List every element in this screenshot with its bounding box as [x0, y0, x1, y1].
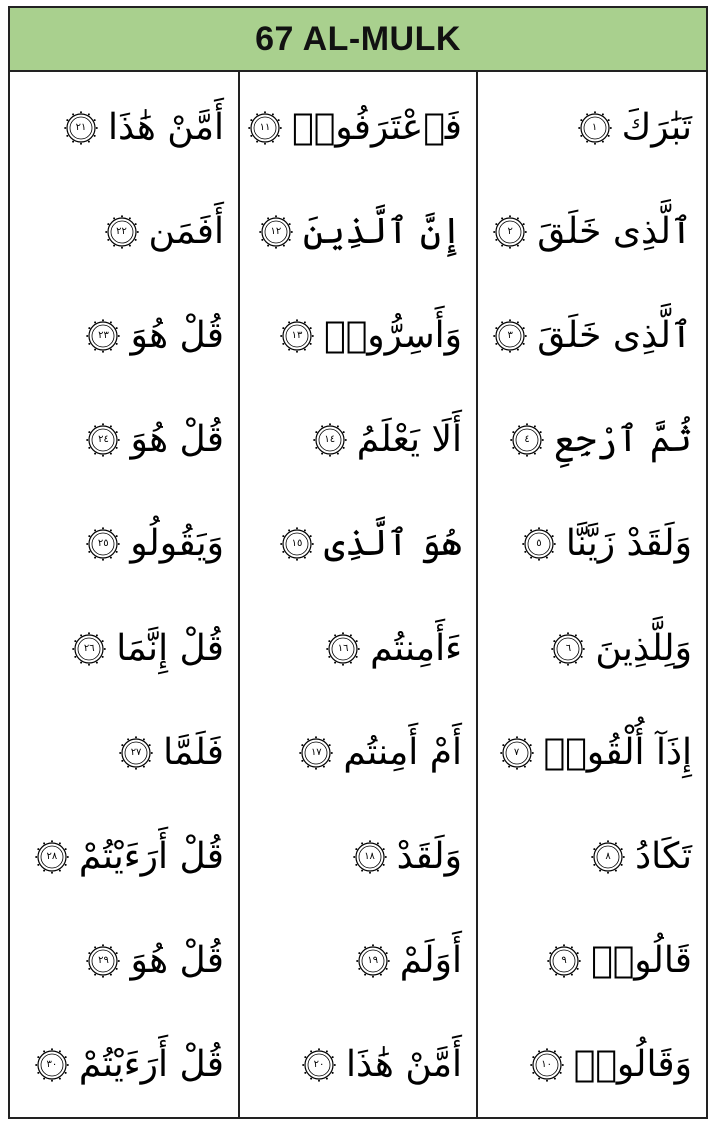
- title-bar: [10, 8, 706, 72]
- verse-opening-words: ثُمَّ ٱرْجِعِ: [554, 419, 693, 461]
- verse-number: ٨: [605, 850, 611, 862]
- verse-number: ٣٠: [46, 1058, 58, 1070]
- surah-table: [8, 6, 708, 1119]
- verse-number: ٢٠: [313, 1058, 325, 1070]
- verse-row: [478, 492, 706, 596]
- verse-number-marker: [493, 319, 527, 353]
- verse-row: [478, 701, 706, 805]
- verse-number: ٢: [507, 226, 513, 238]
- verse-number-marker: [86, 527, 120, 561]
- verse-number: ١٨: [364, 850, 375, 862]
- verse-number-marker: [493, 215, 527, 249]
- verse-row: [10, 492, 238, 596]
- verse-number-marker: [86, 423, 120, 457]
- page-title: 67 AL-MULK: [255, 19, 461, 58]
- verse-number-marker: [248, 111, 282, 145]
- verse-row: [240, 76, 476, 180]
- verse-number-marker: [326, 632, 360, 666]
- verse-row: [10, 388, 238, 492]
- verse-number-marker: [105, 215, 139, 249]
- verse-row: [240, 284, 476, 388]
- verse-number: ٧: [513, 746, 520, 758]
- verse-number-marker: [313, 423, 347, 457]
- verse-row: [240, 805, 476, 909]
- verse-number-marker: [64, 111, 98, 145]
- verse-opening-words: ٱلَّذِى خَلَقَ: [537, 211, 693, 253]
- verse-number: ٢٧: [130, 746, 142, 758]
- verse-opening-words: قُلْ إِنَّمَا: [116, 627, 224, 669]
- verse-row: [240, 180, 476, 284]
- verse-number-marker: [547, 944, 581, 978]
- verse-row: [10, 909, 238, 1013]
- verse-number: ٢٣: [98, 330, 109, 342]
- verse-number-marker: [280, 527, 314, 561]
- verse-opening-words: وَأَسِرُّوا۟: [324, 315, 463, 357]
- verse-number: ١٣: [291, 330, 303, 342]
- verse-number-marker: [522, 527, 556, 561]
- verse-number-marker: [280, 319, 314, 353]
- verse-number-marker: [578, 111, 612, 145]
- verse-row: [240, 492, 476, 596]
- column-11-20: [238, 72, 476, 1117]
- verse-row: [10, 596, 238, 700]
- verse-number: ٥: [536, 538, 542, 550]
- verse-opening-words: أَوَلَمْ: [399, 939, 463, 981]
- verse-number: ٢٤: [98, 434, 109, 446]
- verse-number-marker: [35, 840, 69, 874]
- verse-number: ٢٨: [46, 850, 58, 862]
- verse-number: ٢٩: [98, 954, 109, 966]
- verse-number-marker: [86, 944, 120, 978]
- verse-opening-words: ٱلَّذِى خَلَقَ: [537, 315, 693, 357]
- verse-number-marker: [510, 423, 544, 457]
- verse-opening-words: فَٱعْتَرَفُوا۟: [291, 107, 463, 149]
- verse-opening-words: وَلَقَدْ: [396, 835, 463, 877]
- verse-opening-words: إِنَّ ٱلَّذِينَ: [302, 211, 463, 253]
- verse-number-marker: [551, 632, 585, 666]
- verse-number-marker: [530, 1048, 564, 1082]
- verse-opening-words: ءَأَمِنتُم: [370, 627, 463, 669]
- verse-opening-words: فَلَمَّا: [163, 731, 224, 773]
- verse-number-marker: [353, 840, 387, 874]
- verse-row: [240, 1013, 476, 1117]
- verse-opening-words: وَلَقَدْ زَيَّنَّا: [565, 523, 693, 565]
- verse-row: [478, 76, 706, 180]
- verse-number-marker: [356, 944, 390, 978]
- verse-opening-words: وَيَقُولُو: [130, 523, 224, 565]
- verse-number-marker: [302, 1048, 336, 1082]
- column-1-10: [476, 72, 706, 1117]
- verse-row: [478, 284, 706, 388]
- verse-row: [478, 388, 706, 492]
- verse-opening-words: إِذَآ أُلْقُوا۟: [543, 731, 693, 773]
- verse-row: [10, 1013, 238, 1117]
- verse-row: [10, 180, 238, 284]
- verse-number: ٣: [507, 330, 513, 342]
- verse-opening-words: قُلْ أَرَءَيْتُمْ: [78, 835, 224, 877]
- verse-number: ١٤: [324, 434, 336, 446]
- verse-number-marker: [299, 736, 333, 770]
- verse-number-marker: [591, 840, 625, 874]
- verse-number-marker: [86, 319, 120, 353]
- column-21-30: [10, 72, 238, 1117]
- columns-container: [10, 72, 706, 1117]
- verse-row: [478, 596, 706, 700]
- verse-row: [478, 909, 706, 1013]
- verse-number: ١٦: [337, 642, 349, 654]
- verse-row: [240, 909, 476, 1013]
- verse-opening-words: وَلِلَّذِينَ: [595, 627, 693, 669]
- verse-number: ١٥: [291, 538, 303, 550]
- verse-row: [10, 805, 238, 909]
- verse-opening-words: هُوَ ٱلَّذِى: [324, 523, 463, 565]
- verse-number: ٦: [565, 642, 572, 654]
- verse-number: ٢١: [75, 122, 87, 134]
- verse-row: [478, 1013, 706, 1117]
- verse-row: [10, 701, 238, 805]
- verse-opening-words: أَمَّنْ هَٰذَا: [107, 107, 224, 149]
- verse-number: ١٢: [270, 226, 282, 238]
- verse-row: [478, 805, 706, 909]
- verse-opening-words: قُلْ هُوَ: [130, 315, 224, 357]
- verse-opening-words: تَكَادُ: [635, 835, 693, 877]
- verse-row: [478, 180, 706, 284]
- verse-number-marker: [119, 736, 153, 770]
- verse-opening-words: قُلْ أَرَءَيْتُمْ: [78, 1043, 224, 1085]
- verse-row: [240, 701, 476, 805]
- verse-opening-words: تَبَٰرَكَ: [621, 107, 693, 149]
- verse-number: ٢٢: [116, 226, 127, 238]
- verse-number: ١: [591, 122, 598, 134]
- verse-opening-words: قَالُوا۟: [591, 939, 693, 981]
- verse-number-marker: [35, 1048, 69, 1082]
- verse-opening-words: أَمَّنْ هَٰذَا: [346, 1043, 463, 1085]
- verse-number-marker: [500, 736, 534, 770]
- verse-opening-words: قُلْ هُوَ: [130, 419, 224, 461]
- verse-number-marker: [259, 215, 293, 249]
- verse-number: ١٧: [310, 746, 322, 758]
- verse-opening-words: قُلْ هُوَ: [130, 939, 224, 981]
- verse-number: ٢٥: [97, 538, 109, 550]
- verse-number: ٤: [524, 434, 530, 446]
- verse-row: [10, 76, 238, 180]
- verse-opening-words: وَقَالُوا۟: [573, 1043, 693, 1085]
- verse-number-marker: [72, 632, 106, 666]
- verse-number: ٩: [561, 954, 567, 966]
- verse-row: [240, 388, 476, 492]
- verse-number: ٢٦: [83, 642, 95, 654]
- verse-number: ١١: [259, 122, 271, 134]
- verse-opening-words: أَفَمَن: [148, 211, 224, 253]
- verse-row: [240, 596, 476, 700]
- verse-number: ١٩: [367, 954, 379, 966]
- verse-row: [10, 284, 238, 388]
- verse-opening-words: أَمْ أَمِنتُم: [343, 731, 463, 773]
- verse-opening-words: أَلَا يَعْلَمُ: [356, 419, 463, 461]
- verse-number: ١٠: [541, 1058, 553, 1070]
